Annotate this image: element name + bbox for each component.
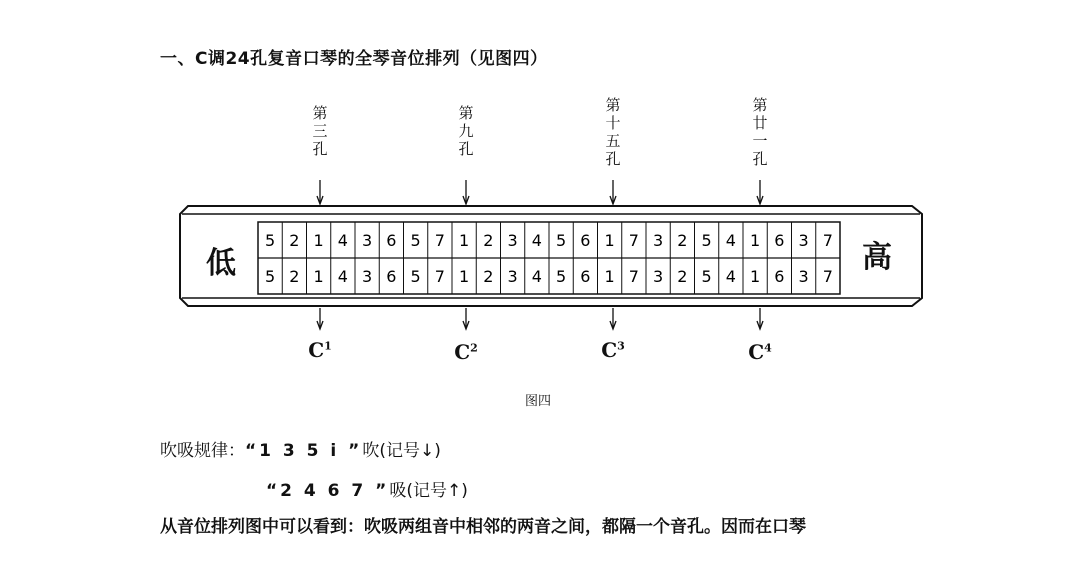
note-cell-text: 7	[822, 231, 833, 250]
note-cell-text: 1	[750, 231, 761, 250]
low-label: 低	[206, 246, 236, 281]
note-cell-text: 3	[798, 267, 809, 286]
note-cell-text: 6	[774, 231, 785, 250]
note-cell-text: 6	[386, 267, 397, 286]
note-cell-text: 3	[507, 267, 518, 286]
high-label: 高	[862, 240, 892, 275]
hole-label-char: 第	[312, 104, 328, 122]
note-cell-text: 1	[750, 267, 761, 286]
c-octave-label	[730, 340, 790, 364]
note-cell-text: 2	[483, 267, 494, 286]
note-cell-text: 4	[531, 231, 542, 250]
c-octave-label	[436, 340, 496, 364]
note-cell-text: 4	[725, 267, 736, 286]
note-cell-text: 4	[337, 231, 348, 250]
harmonica-body	[180, 206, 922, 306]
note-cell-text: 2	[677, 267, 688, 286]
note-cell-text: 2	[289, 267, 300, 286]
note-cell-text: 5	[410, 231, 421, 250]
note-cell-text: 4	[725, 231, 736, 250]
c-letter: C	[748, 340, 765, 364]
hole-label-char: 十	[605, 114, 621, 132]
c-octave-number: 3	[617, 339, 625, 353]
note-cell-text: 2	[289, 231, 300, 250]
note-cell-text: 3	[507, 231, 518, 250]
hole-label-char: 廿	[752, 114, 768, 132]
note-cell-text: 3	[362, 231, 373, 250]
note-cell-text: 6	[774, 267, 785, 286]
hole-label-char: 第	[752, 96, 768, 114]
note-cell-text: 1	[604, 267, 615, 286]
c-letter: C	[454, 340, 471, 364]
note-cell-text: 3	[653, 267, 664, 286]
blow-notes: “1 3 5 i ”	[245, 441, 363, 461]
note-cell-text: 7	[434, 231, 445, 250]
rule-prefix: 吹吸规律：	[160, 441, 245, 461]
rule-line-draw	[266, 476, 468, 501]
note-cell-text: 1	[313, 267, 324, 286]
note-cell-text: 7	[628, 231, 639, 250]
note-cell-text: 7	[822, 267, 833, 286]
hole-label-char: 三	[312, 122, 328, 140]
note-cell-text: 4	[531, 267, 542, 286]
rule-line-blow	[160, 436, 441, 461]
c-letter: C	[601, 338, 618, 362]
c-octave-label	[583, 338, 643, 362]
note-cell-text: 5	[556, 231, 567, 250]
note-cell-text: 6	[386, 231, 397, 250]
note-cell-text: 5	[701, 267, 712, 286]
note-cell-text: 3	[798, 231, 809, 250]
hole-label-char: 孔	[752, 150, 768, 168]
note-cell-text: 6	[580, 231, 591, 250]
hole-label-char: 五	[605, 132, 621, 150]
hole-label-char: 第	[605, 96, 621, 114]
hole-label-char: 第	[458, 104, 474, 122]
note-cell-text: 5	[265, 231, 276, 250]
note-cell-text: 4	[337, 267, 348, 286]
note-cell-text: 1	[459, 231, 470, 250]
note-cell-text: 6	[580, 267, 591, 286]
note-cell-text: 3	[653, 231, 664, 250]
section-heading: 一、C调24孔复音口琴的全琴音位排列（见图四）	[160, 49, 548, 69]
hole-label-char: 孔	[312, 140, 328, 158]
note-cell-text: 2	[677, 231, 688, 250]
c-octave-label	[290, 338, 350, 362]
note-cell-text: 1	[313, 231, 324, 250]
hole-label-char: 一	[752, 132, 768, 150]
note-cell-text: 5	[556, 267, 567, 286]
note-cell-text: 5	[410, 267, 421, 286]
note-cell-text: 5	[701, 231, 712, 250]
note-cell-text: 5	[265, 267, 276, 286]
note-cell-text: 1	[459, 267, 470, 286]
figure-caption: 图四	[525, 394, 552, 409]
note-cell-text: 3	[362, 267, 373, 286]
c-letter: C	[308, 338, 325, 362]
note-cell-text: 7	[628, 267, 639, 286]
hole-label-char: 孔	[458, 140, 474, 158]
c-octave-number: 2	[470, 341, 478, 355]
body-paragraph: 从音位排列图中可以看到：吹吸两组音中相邻的两音之间，都隔一个音孔。因而在口琴	[160, 517, 806, 537]
hole-label-char: 九	[458, 122, 474, 140]
draw-notes: “2 4 6 7 ”	[266, 481, 390, 501]
c-octave-number: 1	[324, 339, 332, 353]
hole-label-char: 孔	[605, 150, 621, 168]
draw-text: 吸(记号↑)	[389, 481, 468, 501]
note-cell-text: 1	[604, 231, 615, 250]
note-cell-text: 7	[434, 267, 445, 286]
blow-text: 吹(记号↓)	[362, 441, 441, 461]
note-cell-text: 2	[483, 231, 494, 250]
c-octave-number: 4	[764, 341, 772, 355]
